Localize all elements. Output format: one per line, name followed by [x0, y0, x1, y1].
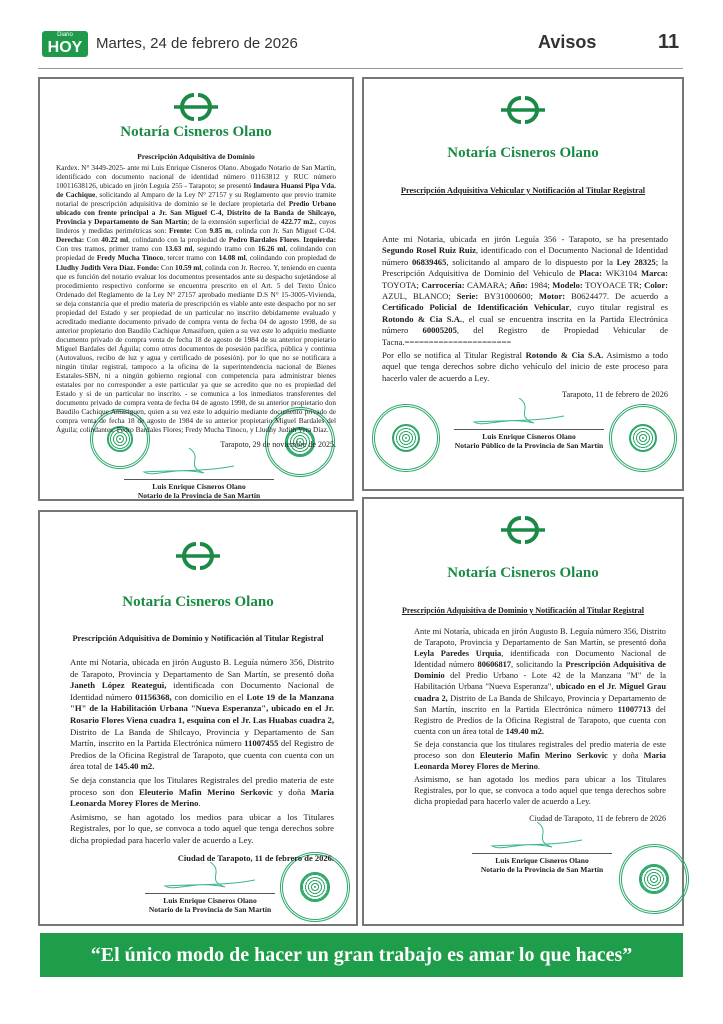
- notice-paragraph: [56, 163, 336, 434]
- notice-content: [414, 626, 666, 874]
- notice-content: [382, 234, 668, 450]
- notice-paragraph: [70, 775, 334, 810]
- bold-text: 11007713: [617, 704, 651, 714]
- signature-block: [145, 893, 275, 914]
- bold-text: Predio Urbano ubicado con frente principal a Jr. San Miguel C-4, Distrito de la Banda de Shilcayo, Provincia y Departamento de San Martín: [56, 199, 336, 227]
- text: , colindando con propiedad de: [56, 244, 337, 263]
- notice-body: [382, 234, 668, 384]
- text: , solicitando al Amparo de la Ley N° 27157 y su Reglamento que previo tramite notarial de prescripción adquisitiva de dominio se le declare propietaria del: [56, 190, 336, 209]
- notary-brand-name: Notaría Cisneros Olano: [447, 565, 599, 581]
- text: Se deja constancia que los Titulares Registrales del predio materia de este proceso son don: [70, 774, 334, 797]
- text: Distrito de La Banda de Shilcayo, Provincia y Departamento de San Martín, inscrito en la Partida Electrónica número: [70, 726, 334, 749]
- sig-name: Luis Enrique Cisneros Olano: [495, 855, 589, 865]
- section-name: Avisos: [538, 32, 597, 52]
- notary-logo-icon: [40, 91, 352, 128]
- bold-text: Prescripción Adquisitiva de Dominio: [414, 660, 667, 681]
- newspaper-logo: Diario HOY: [42, 31, 88, 57]
- text: 1984;: [527, 279, 553, 290]
- notice-ad-4: [362, 497, 684, 926]
- text: , colindando con propiedad de: [245, 253, 336, 263]
- notice-title: Prescripción Adquisitiva Vehicular y Notificación al Titular Registral: [400, 186, 646, 195]
- sig-name: Luis Enrique Cisneros Olano: [482, 432, 576, 442]
- text: ; de la extensión superficial de: [187, 217, 281, 227]
- sig-role: Notario Público de la Provincia de San Martín: [454, 441, 604, 451]
- signature-scribble: [482, 822, 592, 856]
- bold-text: Placa:: [579, 268, 602, 279]
- bold-text: ubicado en el Jr. Miguel Grau cuadra 2,: [414, 682, 666, 703]
- text: , cuyos linderos y medidas perimétricas son:: [56, 217, 336, 236]
- sig-role: Notario de la Provincia de San Martín: [480, 864, 604, 874]
- bold-text: 13.63 ml: [164, 244, 193, 254]
- text: Asimismo, se han agotado los medios para ubicar a los Titulares Registrales, por lo que, se convoca a todo aquel que tenga derechos sobre dicha propiedad para hacerlo valer de acuerdo a Ley.: [414, 775, 666, 807]
- quote-banner: “El único modo de hacer un gran trabajo es amar lo que haces”: [40, 933, 683, 977]
- text: Distrito de La Banda de Shilcayo, Provincia y Departamento de San Martín, inscrito en la Partida Electrónica número: [414, 693, 666, 714]
- issue-date: Martes, 24 de febrero de 2026: [96, 35, 298, 52]
- text: del Predio Urbano - Lote 42 de la Manzana "M" de la Habilitación Urbana "Nueva Esperanza",: [414, 671, 666, 692]
- text: Por ello se notifica al Titular Registral: [382, 350, 526, 361]
- bold-text: Janeth López Reategui,: [70, 680, 167, 691]
- notice-date: Ciudad de Tarapoto, 11 de febrero de 2026: [529, 813, 666, 823]
- text: , colindando con la propiedad de: [128, 235, 229, 245]
- text: identificada con Documento Nacional de Identidad número: [70, 680, 335, 702]
- signature-scribble: [155, 862, 265, 896]
- text: Asimismo, se han agotado los medios para ubicar a los Titulares Registrales, por lo que, se convoca a todo aquel que tenga derechos sobre dicha propiedad para hacerlo valer de acuerdo a Ley.: [70, 811, 334, 845]
- text: Con tres tramos, primer tramo con: [56, 244, 165, 254]
- notice-content: [70, 657, 334, 914]
- text: AZUL, BLANCO;: [382, 291, 457, 302]
- bold-text: Eleuterio Mafin Merino Serkovic: [479, 751, 608, 761]
- bold-text: Fredy Mucha Tinoco: [96, 253, 164, 263]
- bold-text: Serie:: [456, 291, 479, 302]
- bold-text: Indaura Huansi Pipa Vda. de Cachique: [56, 181, 336, 200]
- notice-ad-3: [38, 510, 358, 926]
- header-divider: [38, 68, 683, 69]
- notice-paragraph: [382, 350, 668, 384]
- bold-text: 60005205: [422, 325, 457, 336]
- bold-text: Maria Leonarda Morey Flores de Merino: [414, 751, 666, 772]
- text: B0624477. De acuerdo a: [565, 291, 669, 302]
- notary-logo-icon: [364, 514, 682, 551]
- sig-name: Luis Enrique Cisneros Olano: [152, 482, 246, 492]
- notice-paragraph: [382, 234, 668, 348]
- signature-scribble: [134, 448, 244, 482]
- text: , identificado con el Documento Nacional de Identidad número: [382, 245, 668, 267]
- signature-block: [472, 853, 612, 874]
- bold-text: Certificado Policial de Identificación Vehicular: [382, 302, 570, 313]
- notice-date: Tarapoto, 29 de noviembre de 2025.: [220, 440, 336, 450]
- text: WK3104: [601, 268, 641, 279]
- text: , segundo tramo con: [192, 244, 258, 254]
- signature-scribble: [464, 398, 574, 432]
- notice-date: Tarapoto, 11 de febrero de 2026: [561, 390, 668, 400]
- notice-title: Prescripción Adquisitiva de Dominio y Notificación al Titular Registral: [401, 606, 645, 615]
- notice-content: [56, 163, 336, 500]
- notice-paragraph: [414, 626, 666, 737]
- text: del Registro de Predios de la Oficina Registral de Tarapoto, que cuenta con cuenta con un área total de: [70, 738, 334, 772]
- bold-text: 422.77 m2.: [280, 217, 315, 227]
- signature-block: [454, 429, 604, 450]
- sig-name: Luis Enrique Cisneros Olano: [163, 895, 257, 905]
- text: y doña: [272, 786, 311, 797]
- notary-brand-name: Notaría Cisneros Olano: [447, 145, 599, 161]
- notary-brand-name: Notaría Cisneros Olano: [120, 124, 272, 140]
- text: y doña: [607, 751, 644, 761]
- notary-logo-icon: [40, 540, 356, 577]
- bold-text: Color:: [644, 279, 668, 290]
- bold-text: Lludhy Judith Vera Díaz. Fondo:: [56, 262, 160, 272]
- notice-paragraph: [70, 657, 334, 773]
- bold-text: Lote 19 de la Manzana "H" de la Habilitación Urbana "Nueva Esperanza", ubicado en el Jr. Rosario Flores Viena cuadra 1, esquina con el Jr. Las Huabas cuadra 2,: [70, 691, 334, 725]
- sig-role: Notario de la Provincia de San Martín: [148, 904, 272, 914]
- bold-text: 145.40 m2.: [114, 761, 155, 772]
- notice-paragraph: [414, 739, 666, 772]
- text: TOYOACE TR;: [582, 279, 645, 290]
- text: Ante mi Notaria, ubicada en jirón Leguía 356 - Tarapoto, se ha presentado: [382, 234, 668, 244]
- text: .: [298, 235, 304, 245]
- bold-text: 9.85 m: [209, 226, 232, 236]
- bold-text: 16.26 ml: [257, 244, 286, 254]
- notary-brand-name: Notaría Cisneros Olano: [122, 594, 274, 610]
- bold-text: 01156368,: [135, 691, 172, 702]
- text: , solicitando al amparo de lo dispuesto por la: [446, 256, 617, 267]
- bold-text: 11007455: [244, 738, 279, 749]
- text: Ante mi Notaría, ubicada en jirón Augusto B. Leguía número 356, Distrito de Tarapoto, Provincia y Departamento de San Martín, se presentó doña: [70, 657, 334, 679]
- bold-text: 149.40 m2.: [505, 726, 545, 736]
- bold-text: 14.08 ml: [218, 253, 246, 263]
- bold-text: Pedro Bardales Flores: [228, 235, 299, 245]
- notice-ad-2: [362, 77, 684, 491]
- bold-text: 80606817: [477, 660, 512, 670]
- notice-date: Ciudad de Tarapoto, 11 de febrero de 2026.: [177, 852, 334, 863]
- text: , cuyo titular registral es: [569, 302, 668, 313]
- notice-ad-1: [38, 77, 354, 501]
- text: del Registro de Predios de la Oficina Registral de Tarapoto, que cuenta con cuenta con un área total de: [414, 704, 666, 736]
- text: .: [198, 798, 201, 809]
- text: con domicilio en el: [171, 691, 247, 702]
- text: , solicitando la: [511, 660, 566, 670]
- bold-text: Leyla Paredes Urquia: [414, 649, 502, 659]
- notice-body: [70, 657, 334, 847]
- text: , el cual se encuentra inscrita en la Partida Electrónica número: [382, 313, 668, 336]
- text: Con: [192, 226, 210, 236]
- bold-text: Segundo Rosel Ruiz Ruiz: [382, 245, 476, 256]
- text: Con: [159, 262, 176, 272]
- text: ; la Prescripción Adquisitiva de Dominio del Vehiculo de: [382, 256, 668, 279]
- text: Asimismo a todo aquel que tenga derechos sobre dicho vehículo del inicio de este proceso para hacerlo valer de acuerdo a Ley.: [382, 350, 669, 383]
- text: Se deja constancia que los titulares registrales del predio materia de este proceso son don: [414, 739, 666, 761]
- notice-title: Prescripción Adquisitiva de Dominio y Notificación al Titular Registral: [72, 634, 324, 643]
- bold-text: Motor:: [538, 291, 566, 302]
- bold-text: Rotondo & Cia S.A.: [525, 350, 604, 361]
- signature-block: [124, 479, 274, 500]
- notice-paragraph: [70, 812, 334, 847]
- notice-body: [56, 163, 336, 434]
- bold-text: Eleuterio Mafin Merino Serkovic: [139, 786, 273, 797]
- text: , colinda con Jr. Recreo. Y, teniendo en cuenta que es función del notario evaluar los documentos presentados ante su despacho sujetándose al procedimiento respectivo conforme se encuentra prescrito en el Art. 5 del Texto Único Ordenado del Reglamento de la Ley N° 27157 aprobado mediante D.S N° 15-3005-Vivienda, se deja constancia que el predio materia de prescripción es viable ante este despacho por no ser propiedad del Estado y ser propiedad de un particular no inscrito debidamente evaluado y acreditado mediante documento privado de compra venta de fecha 04 de agosto 1998, de su anterior propietario don Baudilo Cachique Amasifuen, quien a su vez este lo adquirio mediante documento privado de compra venta de fecha 18 de agosto de 1984 de su anterior propietario Miguel Bardales del Águila; como otros documentos de posesión pacífica, pública y continua (Autovaluos, recibo de luz y agua y certificado de posesión). por lo que no se notificara a ningún titular registral, tampoco a la oficina de la superintendencia nacional de Bienes Estatales-SBN, ni a ningún gobierno regional con competencia para administrar bienes estatales por no corresponder a este particular ya que se acredito que no es propiedad del Estado y si de un particular no inscrito. - se comunica a los inmediatos transferentes del documento privado de compra venta de fecha 04 de agosto 1998, de su anterior propietario don Baudilo Cachique Amasiguen, quien a su vez este lo adquirio mediante documento privado de compra venta de fecha 18 de agosto de 1984 de su anterior propietario Miguel Bardales del Águila; colindantes: Pedro Bardales Flores; Fredy Mucha Tinoco, y Lludhy Judith Vera Díaz.: [56, 262, 336, 435]
- bold-text: 10.59 ml: [175, 262, 202, 272]
- notice-paragraph: [414, 774, 666, 807]
- text: Con: [84, 235, 102, 245]
- text: Kardex. N° 3449-2025- ante mi Luis Enrique Cisneros Olano. Abogado Notario de San Martín, identificado con documento nacional de identidad número 01163812 y RUC número 10011638126, ubicado en jirón Leguía 255 - Tarapoto; se presentó: [56, 163, 336, 191]
- bold-text: 40.22 ml: [101, 235, 129, 245]
- bold-text: Rotondo & Cia S.A.: [382, 313, 463, 324]
- bold-text: Año:: [509, 279, 528, 290]
- text: , tercer tramo con: [163, 253, 219, 263]
- bold-text: Frente:: [169, 226, 192, 236]
- text: , identificada con Documento Nacional de Identidad número: [414, 649, 667, 670]
- bold-text: Maria Leonarda Morey Flores de Merino: [70, 786, 334, 809]
- text: Ante mi Notaría, ubicada en jirón Augusto B. Leguía número 356, Distrito de Tarapoto, Provincia y Departamento de San Martín, se presentó doña: [414, 627, 666, 648]
- text: , del Registro de Propiedad Vehicular de Tacna.======================: [382, 325, 669, 347]
- text: CAMARA;: [464, 279, 510, 290]
- bold-text: Marca:: [640, 268, 668, 279]
- bold-text: Derecha:: [56, 235, 85, 245]
- text: BY31000600;: [478, 291, 539, 302]
- text: .: [537, 762, 540, 772]
- bold-text: Izquierda:: [303, 235, 337, 245]
- bold-text: Ley 28325: [616, 256, 656, 267]
- bold-text: Carrocería:: [421, 279, 465, 290]
- page-number: 11: [658, 31, 680, 53]
- sig-role: Notario de la Provincia de San Martín: [137, 491, 261, 501]
- bold-text: Modelo:: [552, 279, 583, 290]
- text: , colinda con Jr. San Miguel C-04.: [231, 226, 336, 236]
- bold-text: 06839465: [411, 256, 447, 267]
- notice-body: [414, 626, 666, 808]
- notary-logo-icon: [364, 94, 682, 131]
- text: TOYOTA;: [382, 279, 422, 290]
- notice-title: Prescripción Adquisitiva de Dominio: [137, 152, 255, 161]
